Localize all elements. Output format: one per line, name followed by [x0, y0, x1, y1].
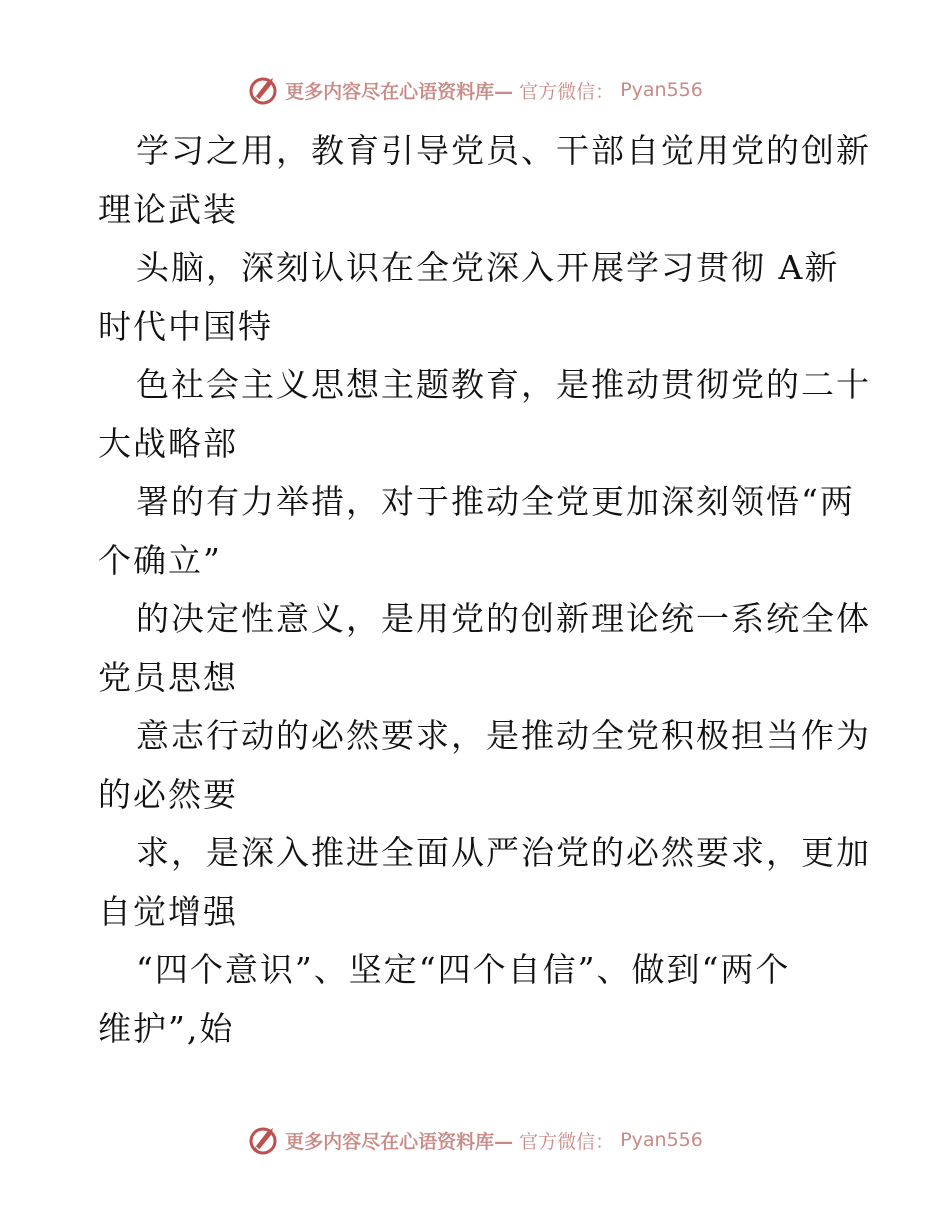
text-line: 自觉增强 [98, 891, 238, 931]
text-line: 意志行动的必然要求，是推动全党积极担当作为 [136, 716, 871, 755]
text-line: 头脑，深刻认识在全党深入开展学习贯彻 A新 [136, 248, 840, 287]
text-line: 的必然要 [98, 774, 238, 814]
text-line: 大战略部 [98, 423, 238, 463]
watermark-content [247, 1124, 703, 1156]
text-line: “四个意识”、坚定“四个自信”、做到“两个 [136, 950, 791, 989]
pen-logo-icon [247, 1124, 279, 1156]
text-line: 时代中国特 [98, 306, 273, 346]
watermark-wechat-id: Pyan556 [620, 1129, 703, 1151]
text-line: 署的有力举措，对于推动全党更加深刻领悟“两 [136, 482, 855, 521]
watermark-official-label: 官方微信： [519, 80, 615, 103]
header-watermark [0, 70, 950, 110]
text-line: 理论武装 [98, 189, 238, 229]
text-line: 维护”,始 [98, 1008, 235, 1048]
body-text [98, 122, 871, 1058]
watermark-wechat-id: Pyan556 [620, 79, 703, 101]
watermark-prefix: 更多内容尽在心语资料库— [285, 1130, 514, 1153]
pen-logo-icon [247, 74, 279, 106]
footer-watermark [0, 1120, 950, 1160]
text-line: 党员思想 [98, 657, 238, 697]
watermark-prefix: 更多内容尽在心语资料库— [285, 80, 514, 103]
text-line: 学习之用，教育引导党员、干部自觉用党的创新 [136, 131, 871, 170]
text-line: 个确立” [98, 540, 222, 580]
text-line: 的决定性意义，是用党的创新理论统一系统全体 [136, 599, 871, 638]
text-line: 色社会主义思想主题教育，是推动贯彻党的二十 [136, 365, 871, 404]
watermark-official-label: 官方微信： [519, 1130, 615, 1153]
text-line: 求，是深入推进全面从严治党的必然要求，更加 [136, 833, 871, 872]
watermark-content [247, 74, 703, 106]
